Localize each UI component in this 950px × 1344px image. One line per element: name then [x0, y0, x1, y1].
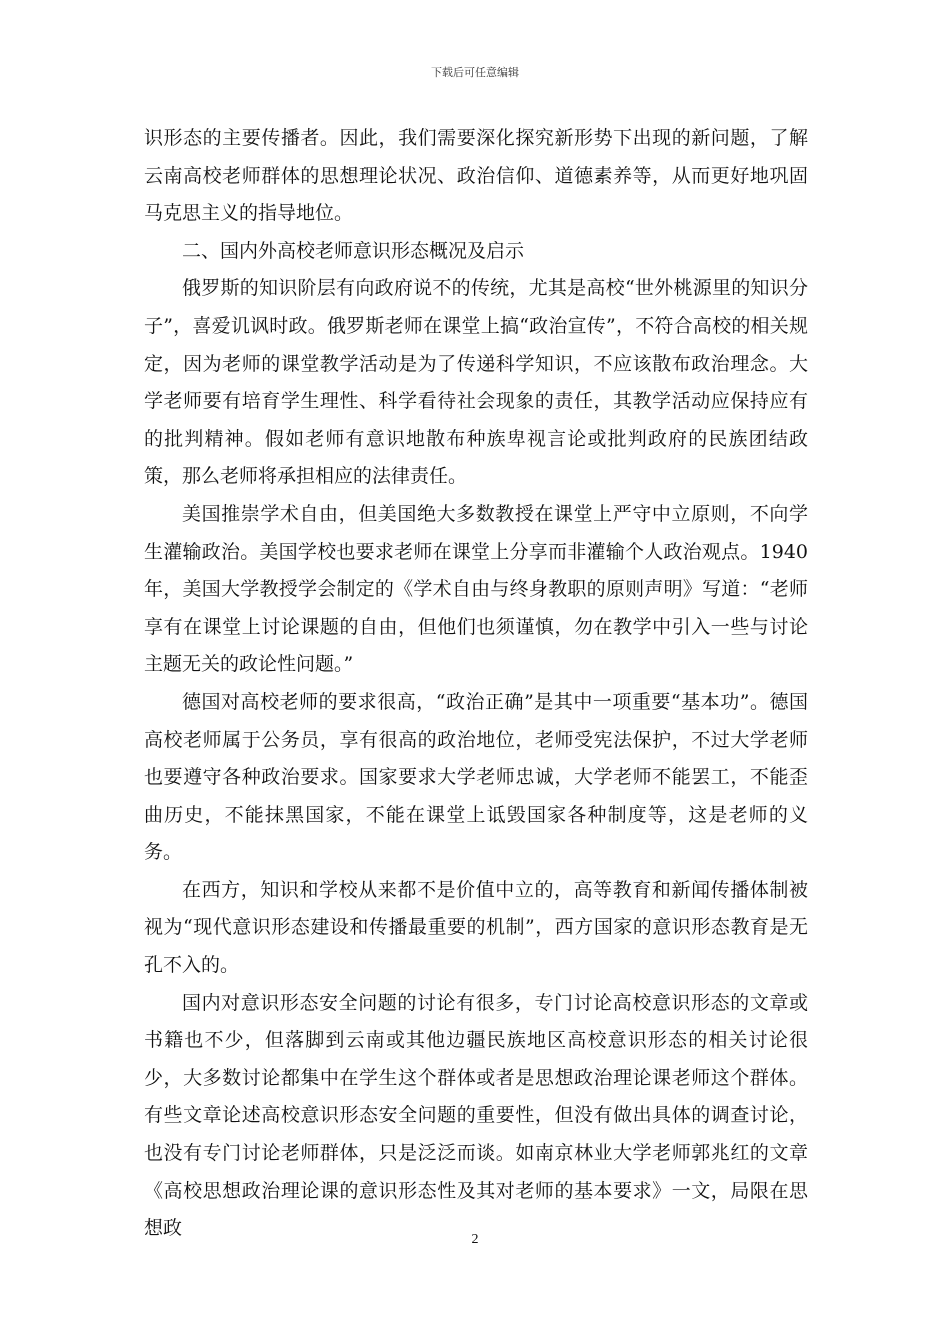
page-number: 2 — [471, 1232, 479, 1247]
paragraph-west: 在西方，知识和学校从来都不是价值中立的，高等教育和新闻传播体制被视为“现代意识形态建设和传播最重要的机制”，西方国家的意识形态教育是无孔不入的。 — [144, 878, 808, 977]
paragraph-usa: 美国推崇学术自由，但美国绝大多数教授在课堂上严守中立原则，不向学生灌输政治。美国学校也要求老师在课堂上分享而非灌输个人政治观点。1940年，美国大学教授学会制定的《学术自由与终身教职的原则声明》写道：“老师享有在课堂上讨论课题的自由，但他们也须谨慎，勿在教学中引入一些与讨论主题无关的政论性问题。” — [144, 502, 808, 676]
paragraph-germany: 德国对高校老师的要求很高，“政治正确”是其中一项重要“基本功”。德国高校老师属于公务员，享有很高的政治地位，老师受宪法保护，不过大学老师也要遵守各种政治要求。国家要求大学老师忠诚，大学老师不能罢工，不能歪曲历史，不能抹黑国家，不能在课堂上诋毁国家各种制度等，这是老师的义务。 — [144, 690, 808, 864]
paragraph-russia: 俄罗斯的知识阶层有向政府说不的传统，尤其是高校“世外桃源里的知识分子”，喜爱讥讽时政。俄罗斯老师在课堂上搞“政治宣传”，不符合高校的相关规定，因为老师的课堂教学活动是为了传递科学知识，不应该散布政治理念。大学老师要有培育学生理性、科学看待社会现象的责任，其教学活动应保持应有的批判精神。假如老师有意识地散布种族卑视言论或批判政府的民族团结政策，那么老师将承担相应的法律责任。 — [144, 277, 808, 488]
document-body — [144, 120, 808, 1248]
paragraph-continuation: 识形态的主要传播者。因此，我们需要深化探究新形势下出现的新问题，了解云南高校老师群体的思想理论状况、政治信仰、道德素养等，从而更好地巩固马克思主义的指导地位。 — [144, 127, 808, 225]
page-header: 下载后可任意编辑 — [431, 66, 519, 79]
paragraph-domestic: 国内对意识形态安全问题的讨论有很多，专门讨论高校意识形态的文章或书籍也不少，但落脚到云南或其他边疆民族地区高校意识形态的相关讨论很少，大多数讨论都集中在学生这个群体或者是思想政治理论课老师这个群体。有些文章论述高校意识形态安全问题的重要性，但没有做出具体的调查讨论，也没有专门讨论老师群体，只是泛泛而谈。如南京林业大学老师郭兆红的文章《高校思想政治理论课的意识形态性及其对老师的基本要求》一文，局限在思想政 — [144, 991, 808, 1240]
section-heading: 二、国内外高校老师意识形态概况及启示 — [182, 239, 525, 262]
